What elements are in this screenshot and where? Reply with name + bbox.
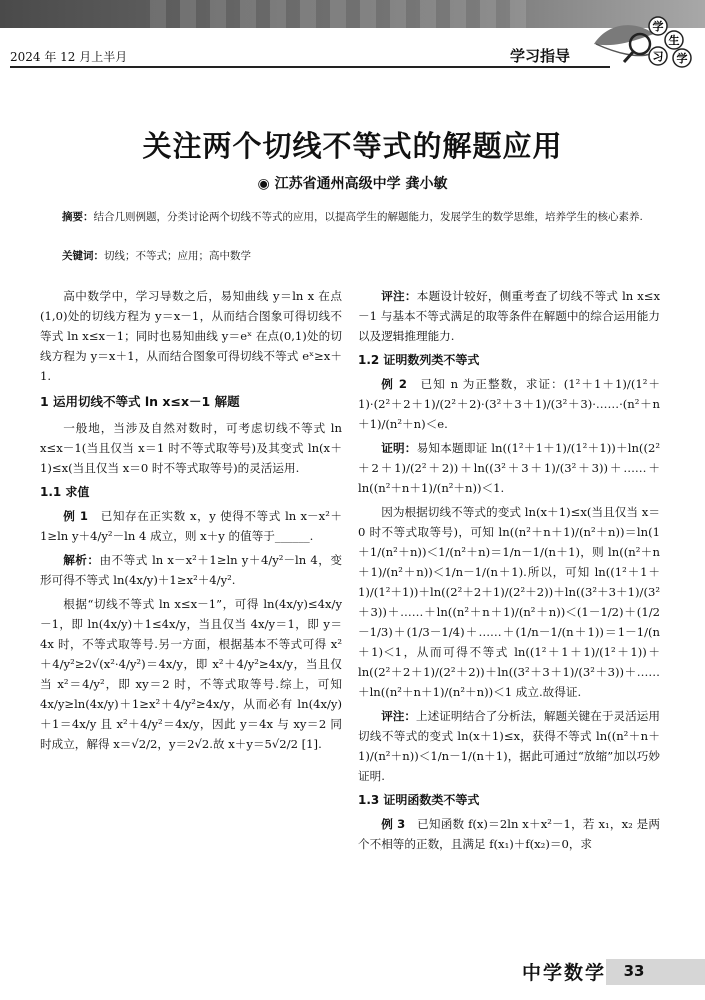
comment-label: 评注： (381, 289, 417, 303)
column-logo (588, 14, 700, 80)
keywords-label: 关键词： (62, 250, 104, 262)
abstract-text: 结合几则例题，分类讨论两个切线不等式的应用，以提高学生的解题能力，发展学生的数学思维，培养学生的核心素养. (93, 211, 643, 223)
example-2 (358, 374, 660, 434)
badge-char: 生 (668, 34, 680, 47)
proof-continued: 因为根据切线不等式的变式 ln(x＋1)≤x(当且仅当 x＝0 时不等式取等号)，可知 ln((n²＋n＋1)/(n²＋n))＝ln(1＋1/(n²＋n))＜1/(n²＋n)＝1/n－1/(n＋1)，则 ln((n²＋n＋1)/(n²＋n))＜1/n－1/(n＋1).所以，可知 ln((1²＋1＋1)/(1²＋1))＋ln((2²＋2＋1)/(2²＋2))＋ln((3²＋3＋1)/(3²＋3))＋……＋ln((n²＋n＋1)/(n²＋n))＜(1－1/2)＋(1/2－1/3)＋(1/3－1/4)＋……＋(1/n－1/(n＋1))＝1－1/(n＋1)＜1，从而可得不等式 ln((1²＋1＋1)/(1²＋1))＋ln((2²＋2＋1)/(2²＋2))＋ln((3²＋3＋1)/(3²＋3))＋……＋ln((n²＋n＋1)/(n²＋n))＜1 成立.故得证. (358, 505, 660, 699)
badge-char: 学 (676, 52, 688, 65)
example-3 (358, 814, 660, 854)
intro-paragraph: 高中数学中，学习导数之后，易知曲线 y＝ln x 在点(1,0)处的切线方程为 y＝x－1，从而结合图象可得切线不等式 ln x≤x－1；同时也易知曲线 y＝eˣ 在点(0,1)处的切线方程为 y＝x＋1，从而结合图象可得切线不等式 eˣ≥x＋1. (40, 289, 342, 383)
solution (40, 550, 342, 590)
comment-2 (358, 706, 660, 786)
subsection-heading-1-3: 1.3 证明函数类不等式 (358, 793, 480, 807)
example-1 (40, 506, 342, 546)
journal-logo: 中学数学 (522, 962, 607, 984)
page-number-box (606, 959, 705, 985)
solution-label: 解析： (63, 553, 100, 567)
subsection-heading-1-1: 1.1 求值 (40, 485, 90, 499)
solution-text: 由不等式 ln x－x²＋1≥ln y＋4/y²－ln 4，变形可得不等式 ln(4x/y)＋1≥x²＋4/y². (40, 553, 342, 587)
abstract (62, 209, 662, 226)
section-heading-1: 1 运用切线不等式 ln x≤x－1 解题 (40, 394, 240, 409)
subsection-heading-1-2: 1.2 证明数列类不等式 (358, 353, 480, 367)
solution-continued: 根据“切线不等式 ln x≤x－1”，可得 ln(4x/y)≤4x/y－1，即 ln(4x/y)＋1≤4x/y，当且仅当 4x/y＝1，即 y＝4x 时，不等式取等号.另一方面，根据基本不等式可得 x²＋4/y²≥2√(x²·4/y²)＝4x/y，即 x²＋4/y²≥4x/y，当且仅当 x²＝4/y²，即 xy＝2 时，不等式取等号.综上，可知 4x/y≥ln(4x/y)＋1≥x²＋4/y²≥4x/y，从而必有 ln(4x/y)＋1＝4x/y 且 x²＋4/y²＝4x/y，因此 y＝4x 与 xy＝2 同时成立，解得 x＝√2/2，y＝2√2.故 x＋y＝5√2/2 [1]. (40, 597, 342, 751)
comment-text: 本题设计较好，侧重考查了切线不等式 ln x≤x－1 与基本不等式满足的取等条件在解题中的综合运用能力以及逻辑推理能力. (358, 289, 660, 343)
issue-date: 2024 年 12 月上半月 (10, 50, 128, 64)
example-label: 例 3 (381, 817, 406, 831)
left-column (40, 286, 342, 758)
header-rule (10, 66, 610, 68)
example-text: 已知函数 f(x)＝2ln x＋x²－1，若 x₁，x₂ 是两个不相等的正数，且满足 f(x₁)＋f(x₂)＝0，求 (358, 817, 660, 851)
comment-text: 上述证明结合了分析法，解题关键在于灵活运用切线不等式的变式 ln(x＋1)≤x，获得不等式 ln((n²＋n＋1)/(n²＋n))＜1/n－1/(n＋1)，据此可通过“放缩”加以巧妙证明. (358, 709, 660, 783)
leaf-icon (594, 25, 654, 55)
article-title: 关注两个切线不等式的解题应用 (142, 129, 563, 163)
proof-text: 易知本题即证 ln((1²＋1＋1)/(1²＋1))＋ln((2²＋2＋1)/(2²＋2))＋ln((3²＋3＋1)/(3²＋3))＋……＋ln((n²＋n＋1)/(n²＋n))＜1. (358, 441, 660, 495)
comment-label: 评注： (381, 709, 417, 723)
proof (358, 438, 660, 498)
paragraph: 一般地，当涉及自然对数时，可考虑切线不等式 ln x≤x－1(当且仅当 x＝1 时不等式取等号)及其变式 ln(x＋1)≤x(当且仅当 x＝0 时不等式取等号)的灵活运用. (40, 421, 342, 475)
badge-char: 学 (652, 20, 664, 33)
page-number: 33 (623, 962, 645, 980)
badge-char: 习 (652, 50, 664, 63)
proof-label: 证明： (381, 441, 417, 455)
abstract-label: 摘要： (62, 211, 94, 223)
keywords (62, 248, 251, 263)
right-column (358, 286, 660, 858)
example-text: 已知存在正实数 x，y 使得不等式 ln x－x²＋1≥ln y＋4/y²－ln 4 成立，则 x＋y 的值等于______. (40, 509, 342, 543)
comment-1 (358, 286, 660, 346)
example-text: 已知 n 为正整数，求证：(1²＋1＋1)/(1²＋1)·(2²＋2＋1)/(2²＋2)·(3²＋3＋1)/(3²＋3)·……·(n²＋n＋1)/(n²＋n)＜e. (358, 377, 660, 431)
example-label: 例 1 (63, 509, 89, 523)
keywords-text: 切线；不等式；应用；高中数学 (104, 250, 251, 262)
example-label: 例 2 (381, 377, 407, 391)
section-name: 学习指导 (510, 47, 571, 65)
author-line: ◉ 江苏省通州高级中学 龚小敏 (257, 176, 448, 192)
